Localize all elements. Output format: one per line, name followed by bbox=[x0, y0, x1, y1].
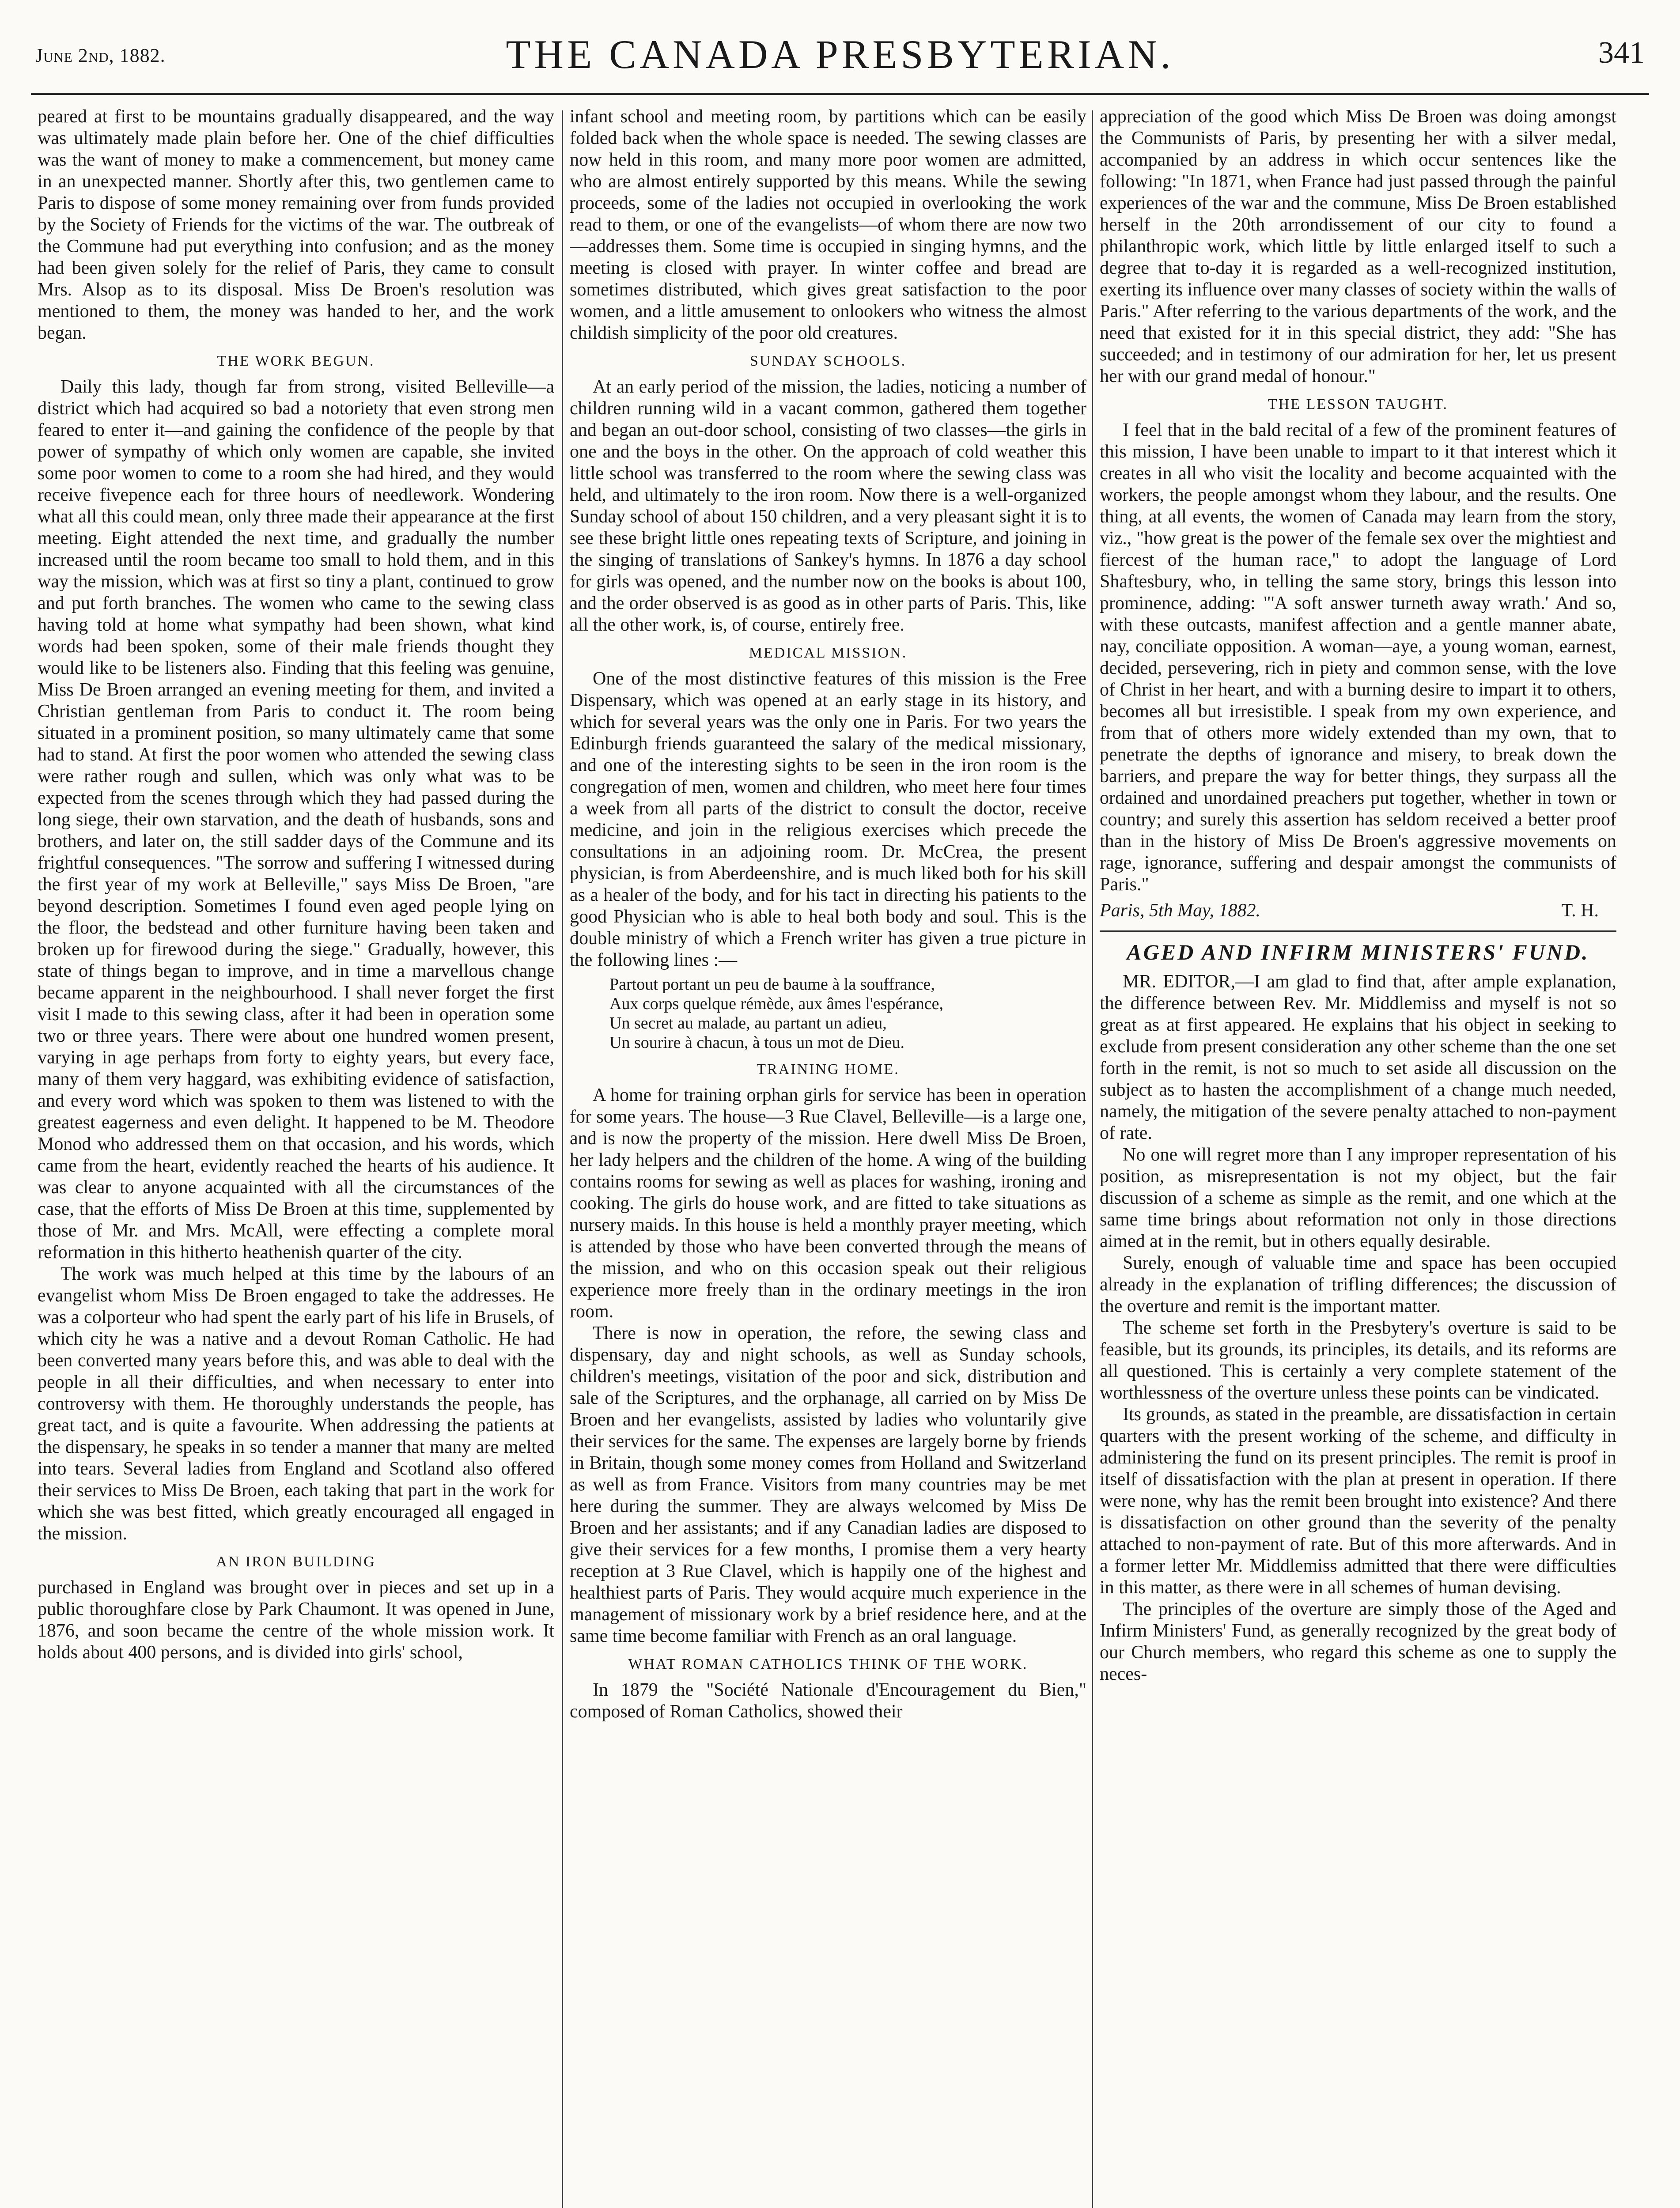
column-1 bbox=[38, 106, 554, 2208]
paragraph: Surely, enough of valuable time and space has been occupied already in the explanation of trifling differences; the discussion of the overture and remit is the important matter. bbox=[1100, 1253, 1616, 1316]
paragraph: peared at first to be mountains gradually disappeared, and the way was ultimately made plain before her. One of the chief difficulties was the want of money to make a commencement, but money came in an unexpected manner. Shortly after this, two gentlemen came to Paris to dispose of some money remaining over from funds provided by the Society of Friends for the victims of the war. The outbreak of the Commune had put everything into confusion; and as the money had been given solely for the relief of Paris, they came to consult Mrs. Alsop as to its disposal. Miss De Broen's resolution was mentioned to them, the money was handed to her, and the work began. bbox=[38, 106, 554, 343]
column-2 bbox=[570, 106, 1086, 2208]
verse-line: Partout portant un peu de baume à la souffrance, bbox=[609, 975, 935, 994]
paragraph: The work was much helped at this time by the labours of an evangelist whom Miss De Broen engaged to take the addresses. He was a colporteur who had spent the early part of his life in Brusels, of which city he was a native and a devout Roman Catholic. He had been converted many years before this, and was able to deal with the people in all their difficulties, and when necessary to enter into controversy with them. He thoroughly understands the people, has great tact, and is quite a favourite. When addressing the patients at the dispensary, he speaks in so tender a manner that many are melted into tears. Several ladies from England and Scotland also offered their services to Miss De Broen, each taking that part in the work for which she was best fitted, which greatly encouraged all engaged in the mission. bbox=[38, 1264, 554, 1544]
paragraph: One of the most distinctive features of this mission is the Free Dispensary, which was opened at an early stage in its history, and which for several years was the only one in Paris. For two years the Edinburgh friends guaranteed the salary of the medical missionary, and one of the interesting sights to be seen in the iron room is the congregation of men, women and children, who meet here four times a week from all parts of the district to consult the doctor, receive medicine, and join in the religious exercises which precede the consultations in an adjoining room. Dr. McCrea, the present physician, is from Aberdeenshire, and is much liked both for his skill as a healer of the body, and for his tact in directing his patients to the good Physician who is able to heal both body and soul. This is the double ministry of which a French writer has given a true picture in the following lines :— bbox=[570, 669, 1086, 970]
verse-line: Aux corps quelque rémède, aux âmes l'espérance, bbox=[609, 994, 943, 1013]
paragraph: Its grounds, as stated in the preamble, are dissatisfaction in certain quarters with the present working of the scheme, and difficulty in administering the fund on its present principles. The remit is proof in itself of dissatisfaction with the plan at present in operation. If there were none, why has the remit been brought into existence? And there is dissatisfaction on other ground than the severity of the penalty attached to non-payment of rate. But of this more afterwards. And in a former letter Mr. Middlemiss admitted that there were difficulties in this matter, as there were in all schemes of human devising. bbox=[1100, 1404, 1616, 1598]
section-heading-training-home: TRAINING HOME. bbox=[757, 1061, 900, 1078]
column-rule-2 bbox=[1092, 110, 1093, 2208]
section-heading-work-begun: THE WORK BEGUN. bbox=[217, 353, 375, 369]
section-heading-iron-building: AN IRON BUILDING bbox=[216, 1554, 376, 1570]
masthead bbox=[31, 26, 1649, 95]
paragraph: MR. EDITOR,—I am glad to find that, after ample explanation, the difference between Rev. Mr. Middlemiss and myself is not so great as at first appeared. He explains that his object in seeking to exclude from present consideration any other scheme than the one set forth in the remit, is not so much to set aside all discussion on the subject as to hasten the accomplishment of a change much needed, namely, the mitigation of the severe penalty attached to non-payment of rate. bbox=[1100, 972, 1616, 1143]
verse-line: Un secret au malade, au partant un adieu, bbox=[609, 1014, 887, 1032]
paragraph: At an early period of the mission, the ladies, noticing a number of children running wild in a vacant common, gathered them together and began an out-door school, consisting of two classes—the girls in one and the boys in the other. On the approach of cold weather this little school was transferred to the room where the sewing class was held, and ultimately to the iron room. Now there is a well-organized Sunday school of about 150 children, and a very pleasant sight it is to see these bright little ones repeating texts of Scripture, and joining in the singing of translations of Sankey's hymns. In 1876 a day school for girls was opened, and the number now on the books is about 100, and the order observed is as good as in other parts of Paris. This, like all the other work, is, of course, entirely free. bbox=[570, 377, 1086, 635]
section-heading-lesson-taught: THE LESSON TAUGHT. bbox=[1268, 396, 1448, 412]
paragraph: I feel that in the bald recital of a few of the prominent features of this mission, I have been unable to impart to it that interest which it creates in all who visit the locality and become acquainted with the workers, the people amongst whom they labour, and the results. One thing, at all events, the women of Canada may learn from the story, viz., "how great is the power of the female sex over the mightiest and fiercest of the human race," to adopt the language of Lord Shaftesbury, who, in telling the same story, brings this lesson into prominence, adding: "'A soft answer turneth away wrath.' And so, with these outcasts, manifest affection and a gentle manner abate, nay, conciliate opposition. A woman—aye, a young woman, earnest, decided, persevering, rich in piety and common sense, with the love of Christ in her heart, and with a burning desire to impart it to others, becomes all but irresistible. I speak from my own experience, and from that of others more widely extended than my own, that to penetrate the depths of ignorance and misery, to break down the barriers, and prepare the way for better things, they surpass all the ordained and unordained preachers put together, whether in town or country; and surely this assertion has seldom received a better proof than in the history of Miss De Broen's aggressive movements on rage, ignorance, suffering and despair amongst the communists of Paris." bbox=[1100, 420, 1616, 895]
paragraph: purchased in England was brought over in pieces and set up in a public thoroughfare close by Park Chaumont. It was opened in June, 1876, and soon became the centre of the whole mission work. It holds about 400 persons, and is divided into girls' school, bbox=[38, 1577, 554, 1663]
column-3 bbox=[1100, 106, 1616, 2208]
article-heading-aged-infirm-fund: AGED AND INFIRM MINISTERS' FUND. bbox=[1127, 940, 1589, 964]
issue-date: June 2nd, 1882. bbox=[35, 45, 166, 66]
signature-line bbox=[1100, 900, 1616, 922]
signature-place-date: Paris, 5th May, 1882. bbox=[1100, 900, 1260, 921]
paragraph: Daily this lady, though far from strong, visited Belleville—a district which had acquired so bad a notoriety that even strong men feared to enter it—and gaining the confidence of the people by that power of sympathy of which only women are capable, she invited some poor women to come to a room she had hired, and they would receive fivepence each for three hours of needlework. Wondering what all this could mean, only three made their appearance at the first meeting. Eight attended the next time, and gradually the number increased until the room became too small to hold them, and in this way the mission, which was at first so tiny a plant, continued to grow and put forth branches. The women who came to the sewing class having told at home what sympathy had been shown, what kind words had been spoken, some of their male friends thought they would like to be listeners also. Finding that this feeling was genuine, Miss De Broen arranged an evening meeting for them, and invited a Christian gentleman from Paris to conduct it. The room being situated in a prominent position, so many ultimately came that some had to stand. At first the poor women who attended the sewing class were rather rough and sullen, which was only what was to be expected from the scenes through which they had passed during the long siege, their own starvation, and the death of husbands, sons and brothers, and later on, the still sadder days of the Commune and its frightful consequences. "The sorrow and suffering I witnessed during the first year of my work at Belleville," says Miss De Broen, "are beyond description. Sometimes I found even aged people lying on the floor, the bedstead and other furniture having been taken and broken up for firewood during the siege." Gradually, however, this state of things began to improve, and in time a marvellous change became apparent in the neighbourhood. I shall never forget the first visit I made to this sewing class, after it had been in operation some two or three years. There were about one hundred women present, varying in age perhaps from forty to eighty years, but every face, many of them very haggard, was exhibiting evidence of satisfaction, and every word which was spoken to them was listened to with the greatest eagerness and even delight. It happened to be M. Theodore Monod who addressed them on that occasion, and his words, which came from the heart, evidently reached the hearts of his audience. It was clear to anyone acquainted with all the circumstances of the case, that the efforts of Miss De Broen at this time, supplemented by those of Mr. and Mrs. McAll, were effecting a complete moral reformation in this hitherto heathenish quarter of the city. bbox=[38, 377, 554, 1263]
section-heading-medical-mission: MEDICAL MISSION. bbox=[749, 645, 908, 661]
french-verse bbox=[609, 975, 1086, 1052]
article-separator bbox=[1100, 930, 1616, 932]
paragraph: appreciation of the good which Miss De Broen was doing amongst the Communists of Paris, by presenting her with a silver medal, accompanied by an address in which occur sentences like the following: "In 1871, when France had just passed through the painful experiences of the war and the commune, Miss De Broen established herself in the 20th arrondissement of our city to found a philanthropic work, which little by little enlarged itself to such a degree that to-day it is regarded as a well-recognized institution, exerting its influence over many classes of society within the walls of Paris." After referring to the various departments of the work, and the need that existed for it in this special district, they add: "She has succeeded; and in testimony of our admiration for her, let us present her with our grand medal of honour." bbox=[1100, 106, 1616, 386]
paragraph: In 1879 the "Société Nationale d'Encouragement du Bien," composed of Roman Catholics, showed their bbox=[570, 1680, 1086, 1722]
paragraph: The scheme set forth in the Presbytery's overture is said to be feasible, but its grounds, its principles, its details, and its reforms are all questioned. This is certainly a very complete statement of the worthlessness of the overture unless these points can be vindicated. bbox=[1100, 1318, 1616, 1403]
paragraph: The principles of the overture are simply those of the Aged and Infirm Ministers' Fund, as generally recognized by the great body of our Church members, who regard this scheme as one to supply the neces- bbox=[1100, 1599, 1616, 1684]
column-rule-1 bbox=[562, 110, 563, 2208]
section-heading-sunday-schools: SUNDAY SCHOOLS. bbox=[749, 353, 907, 369]
paragraph: There is now in operation, the refore, the sewing class and dispensary, day and night schools, as well as Sunday schools, children's meetings, visitation of the poor and sick, distribution and sale of the Scriptures, and the orphanage, all carried on by Miss De Broen and her evangelists, assisted by ladies who voluntarily give their services for the same. The expenses are largely borne by friends in Britain, though some money comes from Holland and Switzerland as well as from France. Visitors from many countries may be met here during the summer. They are always welcomed by Miss De Broen and her assistants; and if any Canadian ladies are disposed to give their services for a few months, I promise them a very hearty reception at 3 Rue Clavel, which is happily one of the highest and healthiest parts of Paris. They would acquire much experience in the management of missionary work by a brief residence here, and at the same time become familiar with French as an oral language. bbox=[570, 1323, 1086, 1646]
verse-line: Un sourire à chacun, à tous un mot de Dieu. bbox=[609, 1033, 904, 1052]
newspaper-title: THE CANADA PRESBYTERIAN. bbox=[506, 32, 1174, 77]
paragraph: A home for training orphan girls for service has been in operation for some years. The house—3 Rue Clavel, Belleville—is a large one, and is now the property of the mission. Here dwell Miss De Broen, her lady helpers and the children of the home. A wing of the building contains rooms for sewing as well as places for washing, ironing and cooking. The girls do house work, and are fitted to take situations as nursery maids. In this house is held a monthly prayer meeting, which is attended by those who have been converted through the means of the mission, and who on this occasion speak out their religious experience more freely than in the ordinary meetings in the iron room. bbox=[570, 1085, 1086, 1322]
page-number: 341 bbox=[1598, 36, 1645, 70]
paragraph: infant school and meeting room, by partitions which can be easily folded back when the whole space is needed. The sewing classes are now held in this room, and many more poor women are admitted, who are almost entirely supported by this means. While the sewing proceeds, some of the ladies not occupied in overlooking the work read to them, or one of the evangelists—of whom there are now two—addresses them. Some time is occupied in singing hymns, and the meeting is closed with prayer. In winter coffee and bread are sometimes distributed, which gives great satisfaction to the poor women, and a little amusement to onlookers who witness the almost childish simplicity of the poor old creatures. bbox=[570, 106, 1086, 343]
paragraph: No one will regret more than I any improper representation of his position, as misrepresentation is not my object, but the fair discussion of a scheme as simple as the remit, and one which at the same time brings about reformation not only in those directions aimed at in the remit, but in others equally desirable. bbox=[1100, 1145, 1616, 1251]
section-heading-roman-catholics: WHAT ROMAN CATHOLICS THINK OF THE WORK. bbox=[628, 1656, 1028, 1672]
signature-initials: T. H. bbox=[1561, 900, 1599, 921]
